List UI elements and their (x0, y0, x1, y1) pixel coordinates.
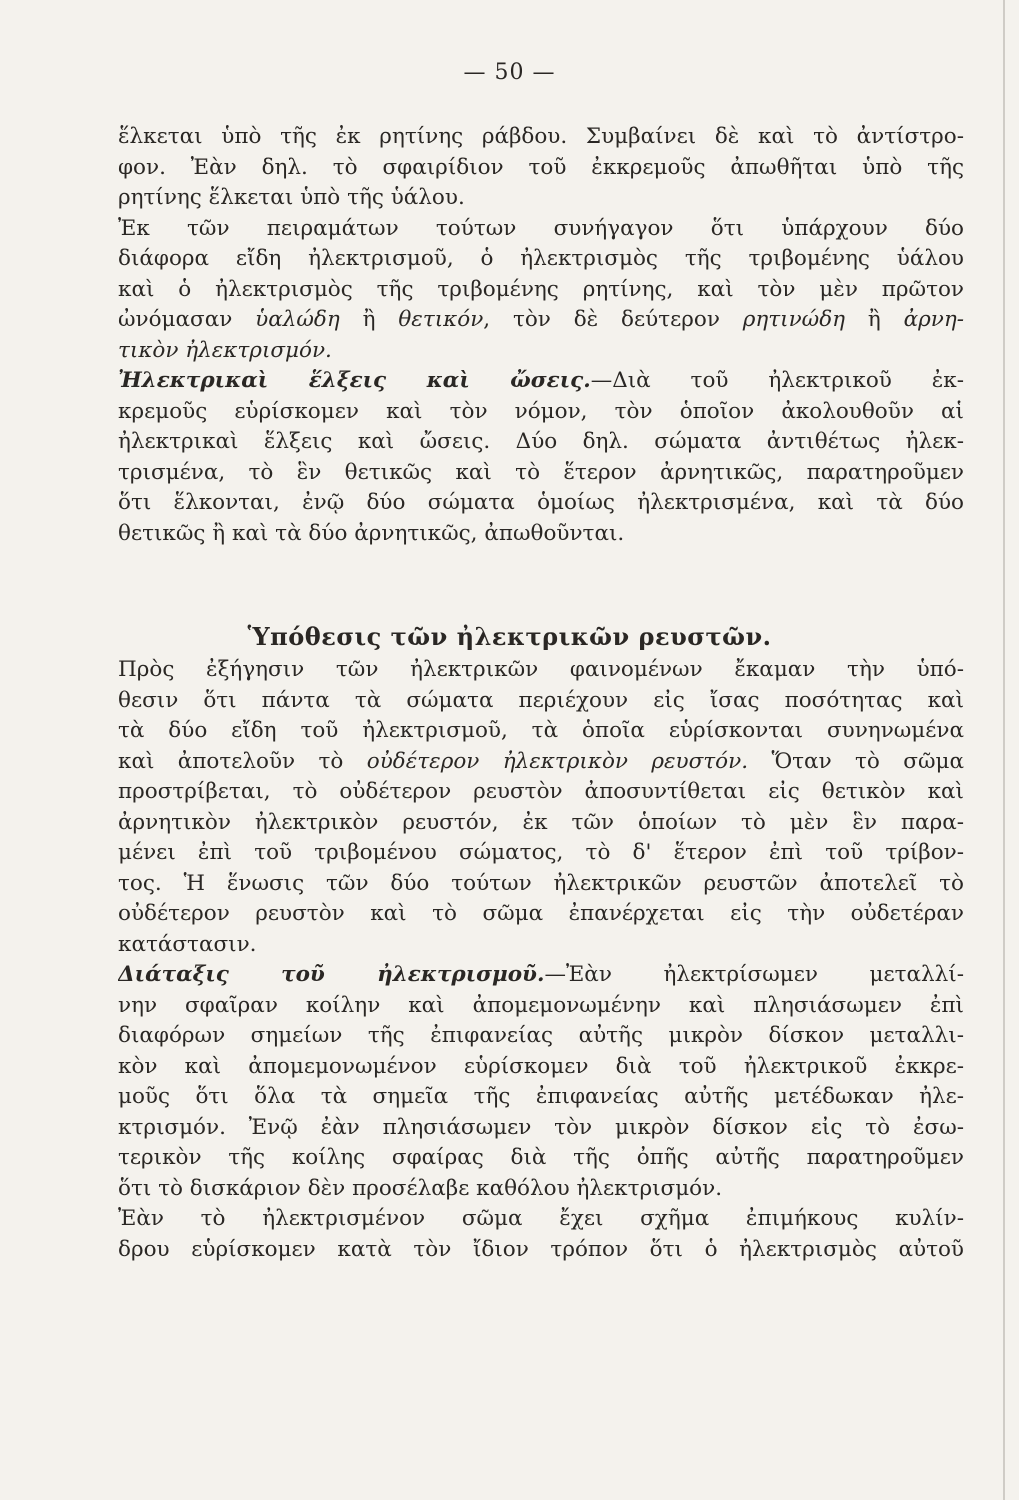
text-line (118, 305, 964, 336)
section-heading: Ὑπόθεσις τῶν ἠλεκτρικῶν ρευστῶν. (247, 622, 772, 651)
text-run: Ὅταν τὸ σῶμα (771, 748, 964, 774)
text-line: φον. Ἐὰν δηλ. τὸ σφαιρίδιον τοῦ ἐκκρεμοῦς ἀπωθῆται ὑπὸ τῆς (118, 154, 964, 180)
text-run: ἢ (362, 307, 376, 332)
text-run: —Ἐὰν ἠλεκτρίσωμεν μεταλλί- (544, 962, 964, 987)
text-line: μοῦς ὅτι ὅλα τὰ σημεῖα τῆς ἐπιφανείας αὐτῆς μετέδωκαν ἠλε- (118, 1084, 964, 1109)
text-line: διάφορα εἴδη ἠλεκτρισμοῦ, ὁ ἠλεκτρισμὸς τῆς τριβομένης ὑάλου (118, 246, 964, 271)
italic-term: ἀρνη- (903, 307, 964, 332)
text-line (118, 366, 964, 397)
text-run: , τὸν δὲ δεύτερον (483, 307, 720, 332)
text-line: τὰ δύο εἴδη τοῦ ἠλεκτρισμοῦ, τὰ ὁποῖα εὑρίσκονται συνηνωμένα (118, 718, 964, 743)
text-line: ἀρνητικὸν ἠλεκτρικὸν ρευστόν, ἐκ τῶν ὁποίων τὸ μὲν ἓν παρα- (118, 809, 964, 835)
text-line: κατάστασιν. (118, 931, 257, 957)
paragraph-fluid-hypothesis (118, 655, 964, 1265)
text-line (118, 336, 964, 367)
text-line: προστρίβεται, τὸ οὐδέτερον ρευστὸν ἀποσυντίθεται εἰς θετικὸν καὶ (118, 779, 964, 804)
text-line: Ἐὰν τὸ ἠλεκτρισμένον σῶμα ἔχει σχῆμα ἐπιμήκους κυλίν- (118, 1206, 964, 1231)
italic-term: τικὸν ἠλεκτρισμόν. (118, 337, 332, 363)
text-line: κρεμοῦς εὑρίσκομεν καὶ τὸν νόμον, τὸν ὁποῖον ἀκολουθοῦν αἱ (118, 398, 964, 424)
text-line: κὸν καὶ ἀπομεμονωμένον εὑρίσκομεν διὰ τοῦ ἠλεκτρικοῦ ἐκκρε- (118, 1053, 964, 1079)
text-run: ἢ (867, 307, 881, 332)
text-line: τερικὸν τῆς κοίλης σφαίρας διὰ τῆς ὀπῆς αὐτῆς παρατηροῦμεν (118, 1145, 964, 1170)
text-line: ὅτι τὸ δισκάριον δὲν προσέλαβε καθόλου ἠλεκτρισμόν. (118, 1175, 723, 1201)
section-title: Ἠλεκτρικαὶ ἕλξεις καὶ ὤσεις. (118, 368, 591, 393)
text-line: ὅτι ἕλκονται, ἐνῷ δύο σώματα ὁμοίως ἠλεκτρισμένα, καὶ τὰ δύο (118, 490, 964, 515)
page-number: — 50 — (463, 60, 556, 85)
italic-term: ὑαλώδη (255, 307, 340, 332)
text-line: καὶ ὁ ἠλεκτρισμὸς τῆς τριβομένης ρητίνης, καὶ τὸν μὲν πρῶτον (118, 276, 964, 302)
text-line: κτρισμόν. Ἐνῷ ἐὰν πλησιάσωμεν τὸν μικρὸν δίσκον εἰς τὸ ἐσω- (118, 1114, 964, 1140)
text-run: ὠνόμασαν (118, 307, 233, 332)
paragraph-electrification-types (118, 122, 964, 549)
section-title: Διάταξις τοῦ ἠλεκτρισμοῦ. (118, 962, 545, 987)
text-line: ἠλεκτρικαὶ ἕλξεις καὶ ὤσεις. Δύο δηλ. σώματα ἀντιθέτως ἠλεκ- (118, 429, 964, 454)
text-line: οὐδέτερον ρευστὸν καὶ τὸ σῶμα ἐπανέρχεται εἰς τὴν οὐδετέραν (118, 901, 964, 926)
text-line: ρητίνης ἕλκεται ὑπὸ τῆς ὑάλου. (118, 185, 465, 210)
text-line: δρου εὑρίσκομεν κατὰ τὸν ἴδιον τρόπον ὅτι ὁ ἠλεκτρισμὸς αὐτοῦ (118, 1236, 964, 1262)
text-line: θετικῶς ἢ καὶ τὰ δύο ἀρνητικῶς, ἀπωθοῦνται. (118, 520, 625, 546)
text-run: καὶ ἀποτελοῦν τὸ (118, 748, 344, 774)
text-line: Πρὸς ἐξήγησιν τῶν ἠλεκτρικῶν φαινομένων ἔκαμαν τὴν ὑπό- (118, 657, 964, 682)
text-line: τρισμένα, τὸ ἓν θετικῶς καὶ τὸ ἕτερον ἀρνητικῶς, παρατηροῦμεν (118, 459, 964, 485)
italic-term: οὐδέτερον ἠλεκτρικὸν ρευστόν. (366, 748, 749, 774)
text-line: Ἐκ τῶν πειραμάτων τούτων συνήγαγον ὅτι ὑπάρχουν δύο (118, 215, 964, 241)
text-line: ἕλκεται ὑπὸ τῆς ἐκ ρητίνης ράβδου. Συμβαίνει δὲ καὶ τὸ ἀντίστρο- (118, 124, 964, 149)
italic-term: θετικόν (398, 307, 484, 332)
text-line: μένει ἐπὶ τοῦ τριβομένου σώματος, τὸ δ' ἕτερον ἐπὶ τοῦ τρίβον- (118, 840, 964, 865)
text-line (118, 960, 964, 991)
text-line: νην σφαῖραν κοίλην καὶ ἀπομεμονωμένην καὶ πλησιάσωμεν ἐπὶ (118, 992, 964, 1018)
text-run: —Διὰ τοῦ ἠλεκτρικοῦ ἐκ- (590, 368, 964, 393)
text-line (118, 747, 964, 778)
italic-term: ρητινώδη (742, 307, 846, 332)
page-edge (1003, 0, 1005, 1500)
text-line: τος. Ἡ ἕνωσις τῶν δύο τούτων ἠλεκτρικῶν ρευστῶν ἀποτελεῖ τὸ (118, 870, 964, 896)
text-line: διαφόρων σημείων τῆς ἐπιφανείας αὐτῆς μικρὸν δίσκον μεταλλι- (118, 1023, 964, 1048)
text-line: θεσιν ὅτι πάντα τὰ σώματα περιέχουν εἰς ἴσας ποσότητας καὶ (118, 687, 964, 713)
